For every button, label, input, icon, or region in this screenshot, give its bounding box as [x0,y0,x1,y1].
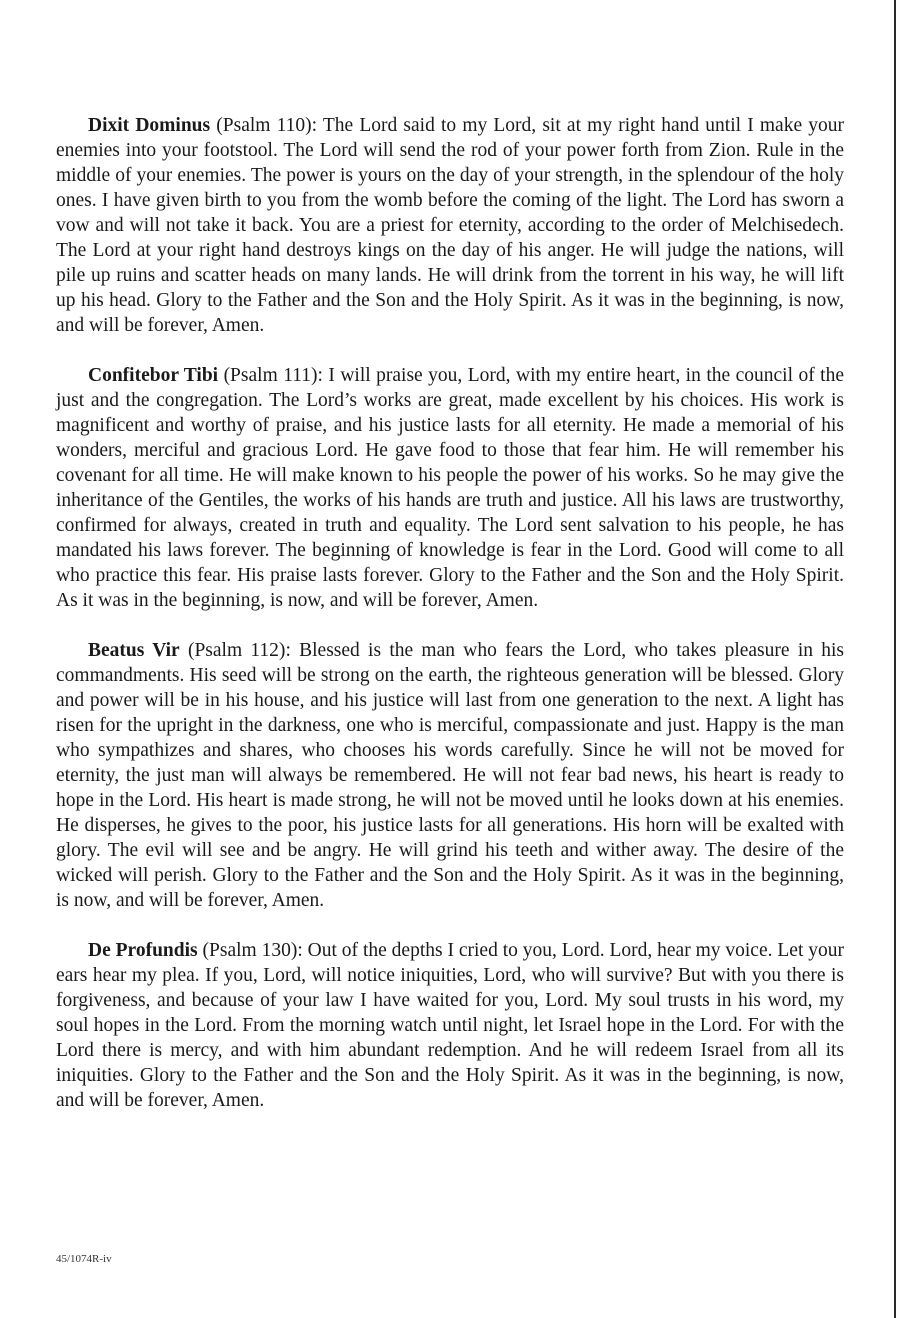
psalm-title: Dixit Dominus [88,115,211,136]
psalm-reference: (Psalm 110) [216,115,312,136]
psalm-title: Confitebor Tibi [88,365,219,386]
psalm-reference: (Psalm 130) [202,940,298,961]
psalm-reference: (Psalm 111) [223,365,318,386]
psalm-title: Beatus Vir [88,640,180,661]
psalm-text: : The Lord said to my Lord, sit at my right hand until I make your enemies into your footstool. The Lord will send the rod of your power forth from Zion. Rule in the middle of your enemies. The power is yours on the day of your strength, in the splendour of the holy ones. I have given birth to you from the womb before the coming of the light. The Lord has sworn a vow and will not take it back. You are a priest for eternity, according to the order of Melchisedech. The Lord at your right hand destroys kings on the day of his anger. He will judge the nations, will pile up ruins and scatter heads on many lands. He will drink from the torrent in his way, he will lift up his head. Glory to the Father and the Son and the Holy Spirit. As it was in the beginning, is now, and will be forever, Amen. [56,115,845,336]
psalm-text: : Blessed is the man who fears the Lord, who takes pleasure in his commandments. His seed will be strong on the earth, the righteous generation will be blessed. Glory and power will be in his house, and his justice will last from one generation to the next. A light has risen for the upright in the darkness, one who is merciful, compassionate and just. Happy is the man who sympathizes and shares, who chooses his words carefully. Since he will not be moved for eternity, the just man will always be remembered. He will not fear bad news, his heart is ready to hope in the Lord. His heart is made strong, he will not be moved until he looks down at his enemies. He disperses, he gives to the poor, his justice lasts for all generations. His horn will be exalted with glory. The evil will see and be angry. He will grind his teeth and wither away. The desire of the wicked will perish. Glory to the Father and the Son and the Holy Spirit. As it was in the beginning, is now, and will be forever, Amen. [56,640,845,911]
page-edge-line [894,0,896,1318]
psalm-paragraph-dixit-dominus [56,113,844,338]
psalm-texts [56,113,844,1138]
psalm-paragraph-beatus-vir [56,638,844,913]
psalm-paragraph-confitebor-tibi [56,363,844,613]
psalm-paragraph-de-profundis [56,938,844,1113]
psalm-reference: (Psalm 112) [187,640,286,661]
catalog-code: 45/1074R-iv [56,1253,112,1265]
psalm-title: De Profundis [88,940,198,961]
psalm-text: : I will praise you, Lord, with my entire heart, in the council of the just and the congregation. The Lord’s works are great, made excellent by his choices. His work is magnificent and worthy of praise, and his justice lasts for all eternity. He made a memorial of his wonders, merciful and gracious Lord. He gave food to those that fear him. He will remember his covenant for all time. He will make known to his people the power of his works. So he may give the inheritance of the Gentiles, the works of his hands are truth and justice. All his laws are trustworthy, confirmed for always, created in truth and equality. The Lord sent salvation to his people, he has mandated his laws forever. The beginning of knowledge is fear in the Lord. Good will come to all who practice this fear. His praise lasts forever. Glory to the Father and the Son and the Holy Spirit. As it was in the beginning, is now, and will be forever, Amen. [56,365,844,611]
psalm-text: : Out of the depths I cried to you, Lord. Lord, hear my voice. Let your ears hear my plea. If you, Lord, will notice iniquities, Lord, who will survive? But with you there is forgiveness, and because of your law I have waited for you, Lord. My soul trusts in his word, my soul hopes in the Lord. From the morning watch until night, let Israel hope in the Lord. For with the Lord there is mercy, and with him abundant redemption. And he will redeem Israel from all its iniquities. Glory to the Father and the Son and the Holy Spirit. As it was in the beginning, is now, and will be forever, Amen. [56,940,845,1111]
